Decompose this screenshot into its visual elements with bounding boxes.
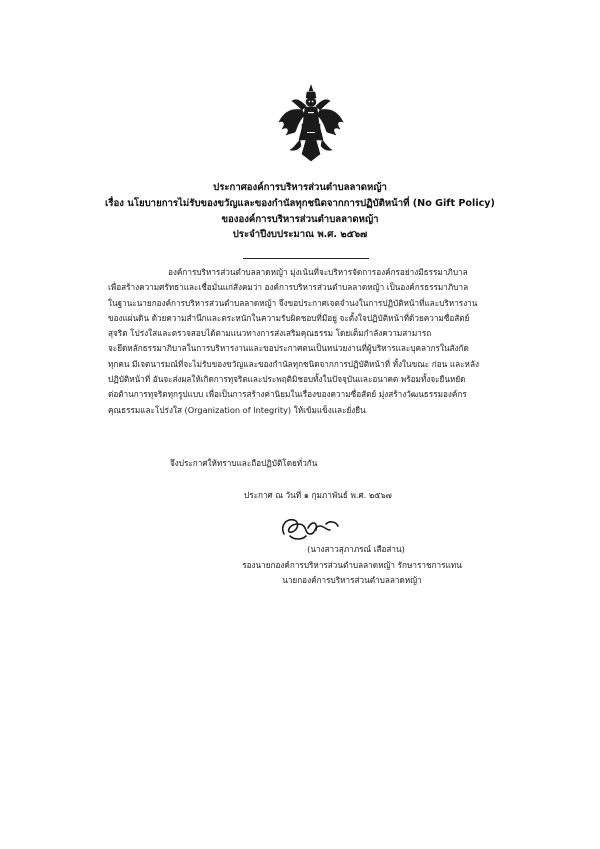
body-line: เพื่อสร้างความศรัทธาและเชื่อมั่นแก่สังคมว่า องค์การบริหารส่วนตำบลลาดหญ้า เป็นองค์กรธรรมาภิบาล bbox=[108, 282, 469, 293]
header-divider bbox=[243, 258, 369, 259]
body-line: ทุกคน มีเจตนารมณ์ที่จะไม่รับของขวัญและของกำนัลทุกชนิดจากการปฏิบัติหน้าที่ ทั้งในขณะ ก่อน และหลัง bbox=[108, 358, 479, 369]
body-line: จะยึดหลักธรรมาภิบาลในการบริหารงานและขอประกาศตนเป็นหน่วยงานที่ผู้บริหารและบุคลากรในสังกัด bbox=[108, 343, 469, 354]
announcement-body bbox=[108, 265, 510, 418]
body-line: สุจริต โปร่งใสและตรวจสอบได้ตามแนวทางการส่งเสริมคุณธรรม โดยเต็มกำลังความสามารถ bbox=[108, 328, 432, 339]
body-line: ปฏิบัติหน้าที่ อันจะส่งผลให้เกิดการทุจริตและประพฤติมิชอบทั้งในปัจจุบันและอนาคต พร้อมทั้งจะยืนหยัด bbox=[108, 374, 466, 385]
announcement-title: ประกาศองค์การบริหารส่วนตำบลลาดหญ้า bbox=[213, 182, 387, 193]
closing-statement: จึงประกาศให้ทราบและถือปฏิบัติโดยทั่วกัน bbox=[170, 458, 318, 468]
body-line: คุณธรรมและโปร่งใส (Organization of Integrity) ให้เข้มแข็งและยั่งยืน bbox=[108, 404, 366, 415]
announcement-fiscal-year: ประจำปีงบประมาณ พ.ศ. ๒๕๖๗ bbox=[232, 229, 368, 241]
signature-block bbox=[222, 542, 482, 589]
signatory-name: (นางสาวสุภาภรณ์ เสือส่าน) bbox=[307, 544, 405, 554]
signatory-position: รองนายกองค์การบริหารส่วนตำบลลาดหญ้า รักษาราชการแทน bbox=[242, 559, 462, 570]
body-line: ในฐานะนายกองค์การบริหารส่วนตำบลลาดหญ้า จึงขอประกาศเจตจำนงในการปฏิบัติหน้าที่และบริหารงาน bbox=[108, 297, 478, 308]
announcement-date: ประกาศ ณ วันที่ ๑ กุมภาพันธ์ พ.ศ. ๒๕๖๗ bbox=[244, 490, 392, 500]
body-line: ต่อต้านการทุจริตทุกรูปแบบ เพื่อเป็นการสร้างค่านิยมในเรื่องของความซื่อสัตย์ มุ่งสร้างวัฒนธรรมองค์กร bbox=[108, 389, 467, 400]
announcement-subject: เรื่อง นโยบายการไม่รับของขวัญและของกำนัลทุกชนิดจากการปฏิบัติหน้าที่ (No Gift Policy) bbox=[105, 197, 495, 209]
announcement-organization: ขององค์การบริหารส่วนตำบลลาดหญ้า bbox=[221, 213, 379, 225]
garuda-emblem-icon bbox=[276, 84, 346, 162]
body-line: องค์การบริหารส่วนตำบลลาดหญ้า มุ่งเน้นที่จะบริหารจัดการองค์กรอย่างมีธรรมาภิบาล bbox=[168, 267, 468, 277]
signatory-position-acting: นายกองค์การบริหารส่วนตำบลลาดหญ้า bbox=[282, 575, 422, 585]
announcement-header bbox=[0, 180, 600, 243]
body-line: ของแผ่นดิน ด้วยความสำนึกและตระหนักในความรับผิดชอบที่มีอยู่ จะตั้งใจปฏิบัติหน้าที่ด้วยความซื่อสัตย์ bbox=[108, 312, 470, 323]
